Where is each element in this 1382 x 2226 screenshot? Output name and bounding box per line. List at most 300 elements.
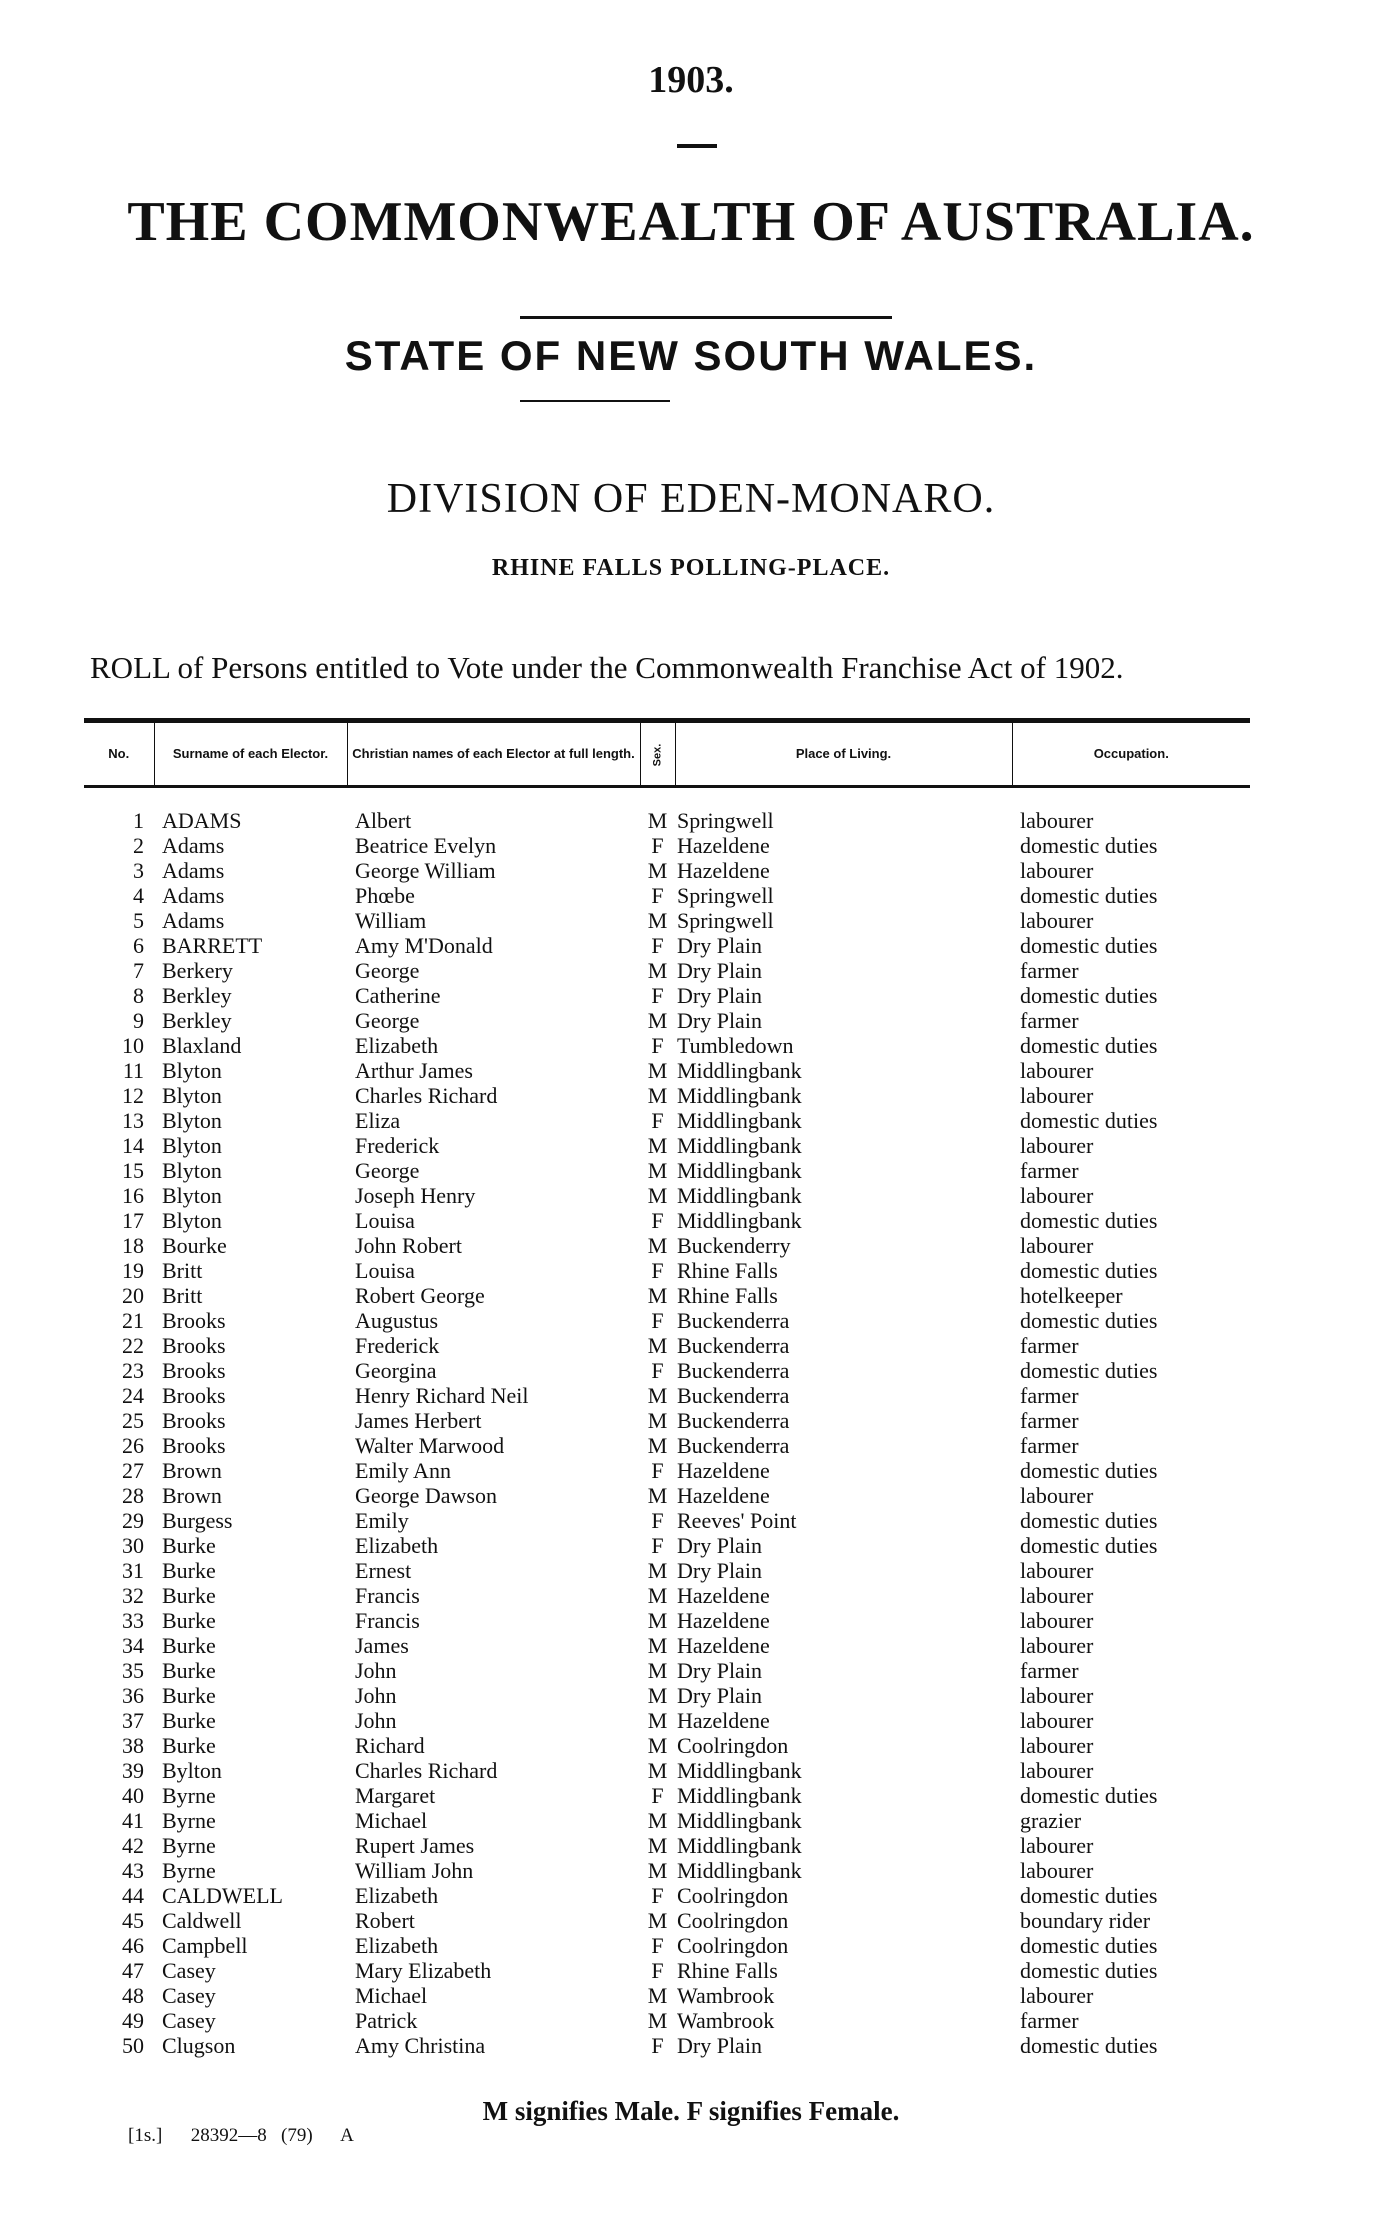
elector-surname: Blyton <box>162 1083 222 1108</box>
elector-occupation: domestic duties <box>1020 933 1158 958</box>
elector-sex: M <box>647 1758 668 1783</box>
elector-surname: Burke <box>162 1658 216 1683</box>
elector-christian-names: John <box>355 1683 397 1708</box>
elector-place: Rhine Falls <box>677 1958 778 1983</box>
elector-sex: M <box>647 1583 668 1608</box>
elector-surname: Adams <box>162 883 225 908</box>
elector-occupation: labourer <box>1020 808 1094 833</box>
elector-place: Dry Plain <box>677 1658 762 1683</box>
column-header-sex <box>640 721 675 787</box>
elector-christian-names: Catherine <box>355 983 441 1008</box>
elector-surname: Brown <box>162 1458 222 1483</box>
elector-place: Hazeldene <box>677 858 770 883</box>
elector-place: Buckenderry <box>677 1233 791 1258</box>
elector-surname: Adams <box>162 833 225 858</box>
table-row <box>84 883 1250 908</box>
elector-sex: M <box>647 1658 668 1683</box>
elector-place: Dry Plain <box>677 933 762 958</box>
elector-occupation: domestic duties <box>1020 1508 1158 1533</box>
elector-christian-names: Arthur James <box>355 1058 473 1083</box>
elector-christian-names: Beatrice Evelyn <box>355 833 497 858</box>
elector-christian-names: Robert <box>355 1908 415 1933</box>
elector-occupation: labourer <box>1020 1058 1094 1083</box>
elector-christian-names: Frederick <box>355 1133 440 1158</box>
elector-occupation: domestic duties <box>1020 1208 1158 1233</box>
elector-surname: Burgess <box>162 1508 233 1533</box>
table-row <box>84 933 1250 958</box>
table-row <box>84 1508 1250 1533</box>
elector-christian-names: Eliza <box>355 1108 401 1133</box>
elector-occupation: domestic duties <box>1020 1033 1158 1058</box>
elector-surname: Byrne <box>162 1808 216 1833</box>
elector-place: Reeves' Point <box>677 1508 797 1533</box>
division-heading: DIVISION OF EDEN-MONARO. <box>386 476 996 522</box>
table-row <box>84 983 1250 1008</box>
elector-occupation: domestic duties <box>1020 1533 1158 1558</box>
elector-surname: Blyton <box>162 1133 222 1158</box>
elector-number: 15 <box>122 1158 144 1183</box>
elector-surname: Adams <box>162 908 225 933</box>
elector-sex: M <box>647 1558 668 1583</box>
elector-place: Rhine Falls <box>677 1283 778 1308</box>
elector-number: 49 <box>122 2008 144 2033</box>
elector-occupation: domestic duties <box>1020 2033 1158 2058</box>
elector-occupation: labourer <box>1020 858 1094 883</box>
elector-place: Buckenderra <box>677 1383 790 1408</box>
table-header <box>84 721 1250 787</box>
elector-number: 4 <box>133 883 144 908</box>
elector-christian-names: James <box>355 1633 409 1658</box>
elector-place: Tumbledown <box>677 1033 794 1058</box>
elector-place: Middlingbank <box>677 1058 802 1083</box>
table-row <box>84 1358 1250 1383</box>
elector-occupation: labourer <box>1020 1833 1094 1858</box>
elector-sex: M <box>647 1083 668 1108</box>
elector-christian-names: James Herbert <box>355 1408 482 1433</box>
elector-place: Springwell <box>677 808 774 833</box>
table-row <box>84 1458 1250 1483</box>
elector-sex: F <box>651 1883 664 1908</box>
table-row <box>84 858 1250 883</box>
document-title: THE COMMONWEALTH OF AUSTRALIA. <box>127 191 1255 253</box>
print-reference: [1s.] 28392—8 (79) A <box>128 2125 354 2146</box>
elector-surname: Brooks <box>162 1408 226 1433</box>
elector-occupation: domestic duties <box>1020 1958 1158 1983</box>
elector-sex: F <box>651 1508 664 1533</box>
elector-sex: F <box>651 1108 664 1133</box>
elector-surname: Blyton <box>162 1108 222 1133</box>
elector-sex: M <box>647 858 668 883</box>
elector-place: Hazeldene <box>677 1608 770 1633</box>
elector-number: 48 <box>122 1983 144 2008</box>
elector-occupation: labourer <box>1020 1083 1094 1108</box>
elector-surname: Burke <box>162 1708 216 1733</box>
elector-number: 6 <box>133 933 144 958</box>
table-row <box>84 1183 1250 1208</box>
elector-occupation: domestic duties <box>1020 883 1158 908</box>
elector-place: Buckenderra <box>677 1308 790 1333</box>
elector-surname: Campbell <box>162 1933 248 1958</box>
elector-sex: F <box>651 1933 664 1958</box>
elector-christian-names: George <box>355 1008 420 1033</box>
table-row <box>84 1683 1250 1708</box>
elector-occupation: domestic duties <box>1020 833 1158 858</box>
table-row <box>84 1983 1250 2008</box>
roll-title: ROLL of Persons entitled to Vote under the Commonwealth Franchise Act of 1902. <box>90 650 1124 685</box>
elector-number: 47 <box>122 1958 144 1983</box>
year-heading: 1903. <box>648 59 734 101</box>
elector-place: Middlingbank <box>677 1183 802 1208</box>
elector-occupation: domestic duties <box>1020 1783 1158 1808</box>
elector-place: Buckenderra <box>677 1433 790 1458</box>
table-row <box>84 1058 1250 1083</box>
elector-surname: Burke <box>162 1558 216 1583</box>
elector-christian-names: Francis <box>355 1608 420 1633</box>
elector-place: Middlingbank <box>677 1083 802 1108</box>
elector-surname: Burke <box>162 1583 216 1608</box>
elector-number: 2 <box>133 833 144 858</box>
elector-christian-names: Ernest <box>355 1558 412 1583</box>
elector-occupation: domestic duties <box>1020 1883 1158 1908</box>
elector-sex: M <box>647 1858 668 1883</box>
elector-occupation: farmer <box>1020 1383 1079 1408</box>
elector-place: Hazeldene <box>677 833 770 858</box>
elector-place: Middlingbank <box>677 1158 802 1183</box>
elector-occupation: labourer <box>1020 1633 1094 1658</box>
elector-surname: Casey <box>162 2008 216 2033</box>
elector-occupation: farmer <box>1020 1408 1079 1433</box>
elector-place: Hazeldene <box>677 1708 770 1733</box>
elector-number: 44 <box>122 1883 144 1908</box>
elector-place: Springwell <box>677 908 774 933</box>
elector-christian-names: Mary Elizabeth <box>355 1958 492 1983</box>
elector-number: 32 <box>122 1583 144 1608</box>
elector-sex: M <box>647 2008 668 2033</box>
elector-christian-names: John <box>355 1708 397 1733</box>
elector-occupation: boundary rider <box>1020 1908 1151 1933</box>
table-row <box>84 1083 1250 1108</box>
elector-sex: M <box>647 1833 668 1858</box>
elector-sex: F <box>651 1208 664 1233</box>
table-row <box>84 1233 1250 1258</box>
elector-christian-names: Patrick <box>355 2008 418 2033</box>
table-row <box>84 787 1250 834</box>
elector-number: 28 <box>122 1483 144 1508</box>
table-row <box>84 1583 1250 1608</box>
elector-number: 24 <box>122 1383 144 1408</box>
elector-occupation: farmer <box>1020 958 1079 983</box>
elector-christian-names: Walter Marwood <box>355 1433 505 1458</box>
elector-sex: F <box>651 1958 664 1983</box>
elector-number: 14 <box>122 1133 144 1158</box>
elector-christian-names: Frederick <box>355 1333 440 1358</box>
elector-christian-names: Elizabeth <box>355 1933 439 1958</box>
elector-sex: F <box>651 883 664 908</box>
elector-number: 41 <box>122 1808 144 1833</box>
elector-occupation: labourer <box>1020 1683 1094 1708</box>
elector-surname: Burke <box>162 1533 216 1558</box>
elector-occupation: labourer <box>1020 1583 1094 1608</box>
elector-number: 20 <box>122 1283 144 1308</box>
elector-sex: M <box>647 1383 668 1408</box>
table-row <box>84 1258 1250 1283</box>
elector-place: Dry Plain <box>677 1008 762 1033</box>
elector-surname: Clugson <box>162 2033 236 2058</box>
elector-sex: F <box>651 1358 664 1383</box>
column-header-place: Place of Living. <box>675 721 1012 787</box>
table-row <box>84 1908 1250 1933</box>
elector-sex: M <box>647 1608 668 1633</box>
elector-christian-names: Emily <box>355 1508 409 1533</box>
elector-christian-names: George <box>355 958 420 983</box>
elector-occupation: hotelkeeper <box>1020 1283 1123 1308</box>
elector-christian-names: Michael <box>355 1983 428 2008</box>
elector-christian-names: Augustus <box>355 1308 439 1333</box>
elector-occupation: labourer <box>1020 1133 1094 1158</box>
elector-surname: Britt <box>162 1283 203 1308</box>
elector-surname: Blyton <box>162 1183 222 1208</box>
elector-surname: Berkley <box>162 1008 232 1033</box>
elector-number: 46 <box>122 1933 144 1958</box>
table-row <box>84 1433 1250 1458</box>
elector-surname: Brooks <box>162 1333 226 1358</box>
elector-sex: M <box>647 1233 668 1258</box>
elector-surname: Byrne <box>162 1858 216 1883</box>
elector-sex: F <box>651 933 664 958</box>
state-heading: STATE OF NEW SOUTH WALES. <box>344 332 1038 379</box>
elector-occupation: labourer <box>1020 1608 1094 1633</box>
elector-christian-names: Elizabeth <box>355 1883 439 1908</box>
elector-christian-names: Rupert James <box>355 1833 475 1858</box>
elector-sex: F <box>651 1533 664 1558</box>
elector-number: 17 <box>122 1208 144 1233</box>
elector-number: 43 <box>122 1858 144 1883</box>
elector-sex: M <box>647 1058 668 1083</box>
elector-surname: Blyton <box>162 1058 222 1083</box>
column-header-christian-names: Christian names of each Elector at full length. <box>347 721 640 787</box>
elector-place: Middlingbank <box>677 1808 802 1833</box>
elector-surname: Berkery <box>162 958 233 983</box>
table-row <box>84 1483 1250 1508</box>
elector-surname: Burke <box>162 1633 216 1658</box>
elector-number: 26 <box>122 1433 144 1458</box>
elector-place: Middlingbank <box>677 1783 802 1808</box>
divider <box>520 400 670 402</box>
elector-sex: M <box>647 1983 668 2008</box>
elector-place: Hazeldene <box>677 1583 770 1608</box>
elector-place: Middlingbank <box>677 1133 802 1158</box>
elector-surname: BARRETT <box>162 933 263 958</box>
table-row <box>84 1633 1250 1658</box>
elector-place: Dry Plain <box>677 2033 762 2058</box>
elector-place: Middlingbank <box>677 1108 802 1133</box>
elector-number: 23 <box>122 1358 144 1383</box>
elector-occupation: labourer <box>1020 1858 1094 1883</box>
elector-christian-names: Emily Ann <box>355 1458 451 1483</box>
elector-number: 1 <box>133 808 144 833</box>
elector-number: 13 <box>122 1108 144 1133</box>
elector-occupation: domestic duties <box>1020 1258 1158 1283</box>
elector-number: 7 <box>133 958 144 983</box>
elector-place: Dry Plain <box>677 1558 762 1583</box>
elector-surname: Berkley <box>162 983 232 1008</box>
elector-sex: M <box>647 1908 668 1933</box>
divider <box>520 316 892 319</box>
elector-number: 40 <box>122 1783 144 1808</box>
elector-christian-names: Charles Richard <box>355 1758 498 1783</box>
table-row <box>84 1108 1250 1133</box>
elector-number: 27 <box>122 1458 144 1483</box>
elector-christian-names: Louisa <box>355 1258 415 1283</box>
elector-surname: CALDWELL <box>162 1883 283 1908</box>
table-row <box>84 1783 1250 1808</box>
elector-sex: M <box>647 1158 668 1183</box>
elector-place: Coolringdon <box>677 1908 789 1933</box>
elector-christian-names: George Dawson <box>355 1483 497 1508</box>
elector-surname: Blaxland <box>162 1033 242 1058</box>
elector-christian-names: John Robert <box>355 1233 462 1258</box>
elector-number: 35 <box>122 1658 144 1683</box>
elector-occupation: farmer <box>1020 1433 1079 1458</box>
table-row <box>84 833 1250 858</box>
polling-place-heading: RHINE FALLS POLLING-PLACE. <box>491 555 891 581</box>
elector-number: 42 <box>122 1833 144 1858</box>
elector-place: Dry Plain <box>677 958 762 983</box>
elector-christian-names: Charles Richard <box>355 1083 498 1108</box>
elector-place: Dry Plain <box>677 1683 762 1708</box>
elector-christian-names: Elizabeth <box>355 1033 439 1058</box>
table-row <box>84 1883 1250 1908</box>
elector-number: 19 <box>122 1258 144 1283</box>
table-row <box>84 1408 1250 1433</box>
table-row <box>84 1033 1250 1058</box>
elector-surname: Brooks <box>162 1308 226 1333</box>
elector-number: 29 <box>122 1508 144 1533</box>
elector-surname: Caldwell <box>162 1908 242 1933</box>
elector-sex: M <box>647 1808 668 1833</box>
table-row <box>84 1533 1250 1558</box>
elector-place: Hazeldene <box>677 1458 770 1483</box>
elector-occupation: labourer <box>1020 1183 1094 1208</box>
table-row <box>84 1933 1250 1958</box>
elector-number: 45 <box>122 1908 144 1933</box>
elector-number: 18 <box>122 1233 144 1258</box>
elector-sex: M <box>647 908 668 933</box>
elector-place: Buckenderra <box>677 1408 790 1433</box>
elector-number: 37 <box>122 1708 144 1733</box>
elector-surname: Burke <box>162 1733 216 1758</box>
table-row <box>84 908 1250 933</box>
elector-christian-names: Robert George <box>355 1283 485 1308</box>
elector-christian-names: Margaret <box>355 1783 436 1808</box>
table-row <box>84 1333 1250 1358</box>
elector-sex: M <box>647 808 668 833</box>
elector-christian-names: Francis <box>355 1583 420 1608</box>
elector-number: 50 <box>122 2033 144 2058</box>
elector-occupation: farmer <box>1020 1333 1079 1358</box>
elector-place: Wambrook <box>677 2008 775 2033</box>
elector-number: 30 <box>122 1533 144 1558</box>
elector-christian-names: Amy M'Donald <box>355 933 493 958</box>
table-row <box>84 1383 1250 1408</box>
elector-number: 3 <box>133 858 144 883</box>
divider <box>677 144 717 148</box>
elector-place: Rhine Falls <box>677 1258 778 1283</box>
elector-sex: M <box>647 1433 668 1458</box>
table-row <box>84 1958 1250 1983</box>
elector-surname: Byrne <box>162 1783 216 1808</box>
elector-sex: F <box>651 833 664 858</box>
elector-place: Middlingbank <box>677 1858 802 1883</box>
elector-surname: Brooks <box>162 1358 226 1383</box>
elector-place: Middlingbank <box>677 1758 802 1783</box>
elector-surname: Burke <box>162 1608 216 1633</box>
elector-sex: F <box>651 983 664 1008</box>
elector-place: Springwell <box>677 883 774 908</box>
table-row <box>84 1858 1250 1883</box>
elector-sex: M <box>647 1008 668 1033</box>
elector-sex: F <box>651 1783 664 1808</box>
elector-christian-names: Joseph Henry <box>355 1183 476 1208</box>
elector-occupation: domestic duties <box>1020 1108 1158 1133</box>
elector-christian-names: Georgina <box>355 1358 437 1383</box>
elector-occupation: grazier <box>1020 1808 1082 1833</box>
elector-christian-names: Phœbe <box>355 883 415 908</box>
table-row <box>84 958 1250 983</box>
elector-number: 5 <box>133 908 144 933</box>
elector-sex: M <box>647 1483 668 1508</box>
elector-place: Dry Plain <box>677 983 762 1008</box>
column-header-surname: Surname of each Elector. <box>154 721 347 787</box>
elector-place: Coolringdon <box>677 1883 789 1908</box>
elector-occupation: farmer <box>1020 1658 1079 1683</box>
elector-number: 10 <box>122 1033 144 1058</box>
elector-number: 25 <box>122 1408 144 1433</box>
elector-place: Buckenderra <box>677 1333 790 1358</box>
elector-sex: M <box>647 1733 668 1758</box>
elector-number: 22 <box>122 1333 144 1358</box>
table-row <box>84 1658 1250 1683</box>
table-row <box>84 2033 1250 2058</box>
elector-sex: F <box>651 2033 664 2058</box>
table-row <box>84 1558 1250 1583</box>
elector-sex: M <box>647 1683 668 1708</box>
elector-place: Middlingbank <box>677 1208 802 1233</box>
table-row <box>84 1008 1250 1033</box>
elector-occupation: labourer <box>1020 1483 1094 1508</box>
elector-occupation: labourer <box>1020 1983 1094 2008</box>
elector-surname: Brown <box>162 1483 222 1508</box>
elector-sex: M <box>647 958 668 983</box>
elector-place: Hazeldene <box>677 1483 770 1508</box>
elector-christian-names: George <box>355 1158 420 1183</box>
elector-christian-names: Elizabeth <box>355 1533 439 1558</box>
elector-sex: M <box>647 1183 668 1208</box>
elector-occupation: labourer <box>1020 1733 1094 1758</box>
table-row <box>84 1733 1250 1758</box>
elector-sex: F <box>651 1033 664 1058</box>
elector-christian-names: William John <box>355 1858 474 1883</box>
elector-number: 33 <box>122 1608 144 1633</box>
elector-christian-names: John <box>355 1658 397 1683</box>
table-row <box>84 1208 1250 1233</box>
elector-surname: Brooks <box>162 1433 226 1458</box>
elector-number: 9 <box>133 1008 144 1033</box>
elector-surname: Britt <box>162 1258 203 1283</box>
elector-sex: M <box>647 1283 668 1308</box>
elector-christian-names: Louisa <box>355 1208 415 1233</box>
table-row <box>84 1283 1250 1308</box>
